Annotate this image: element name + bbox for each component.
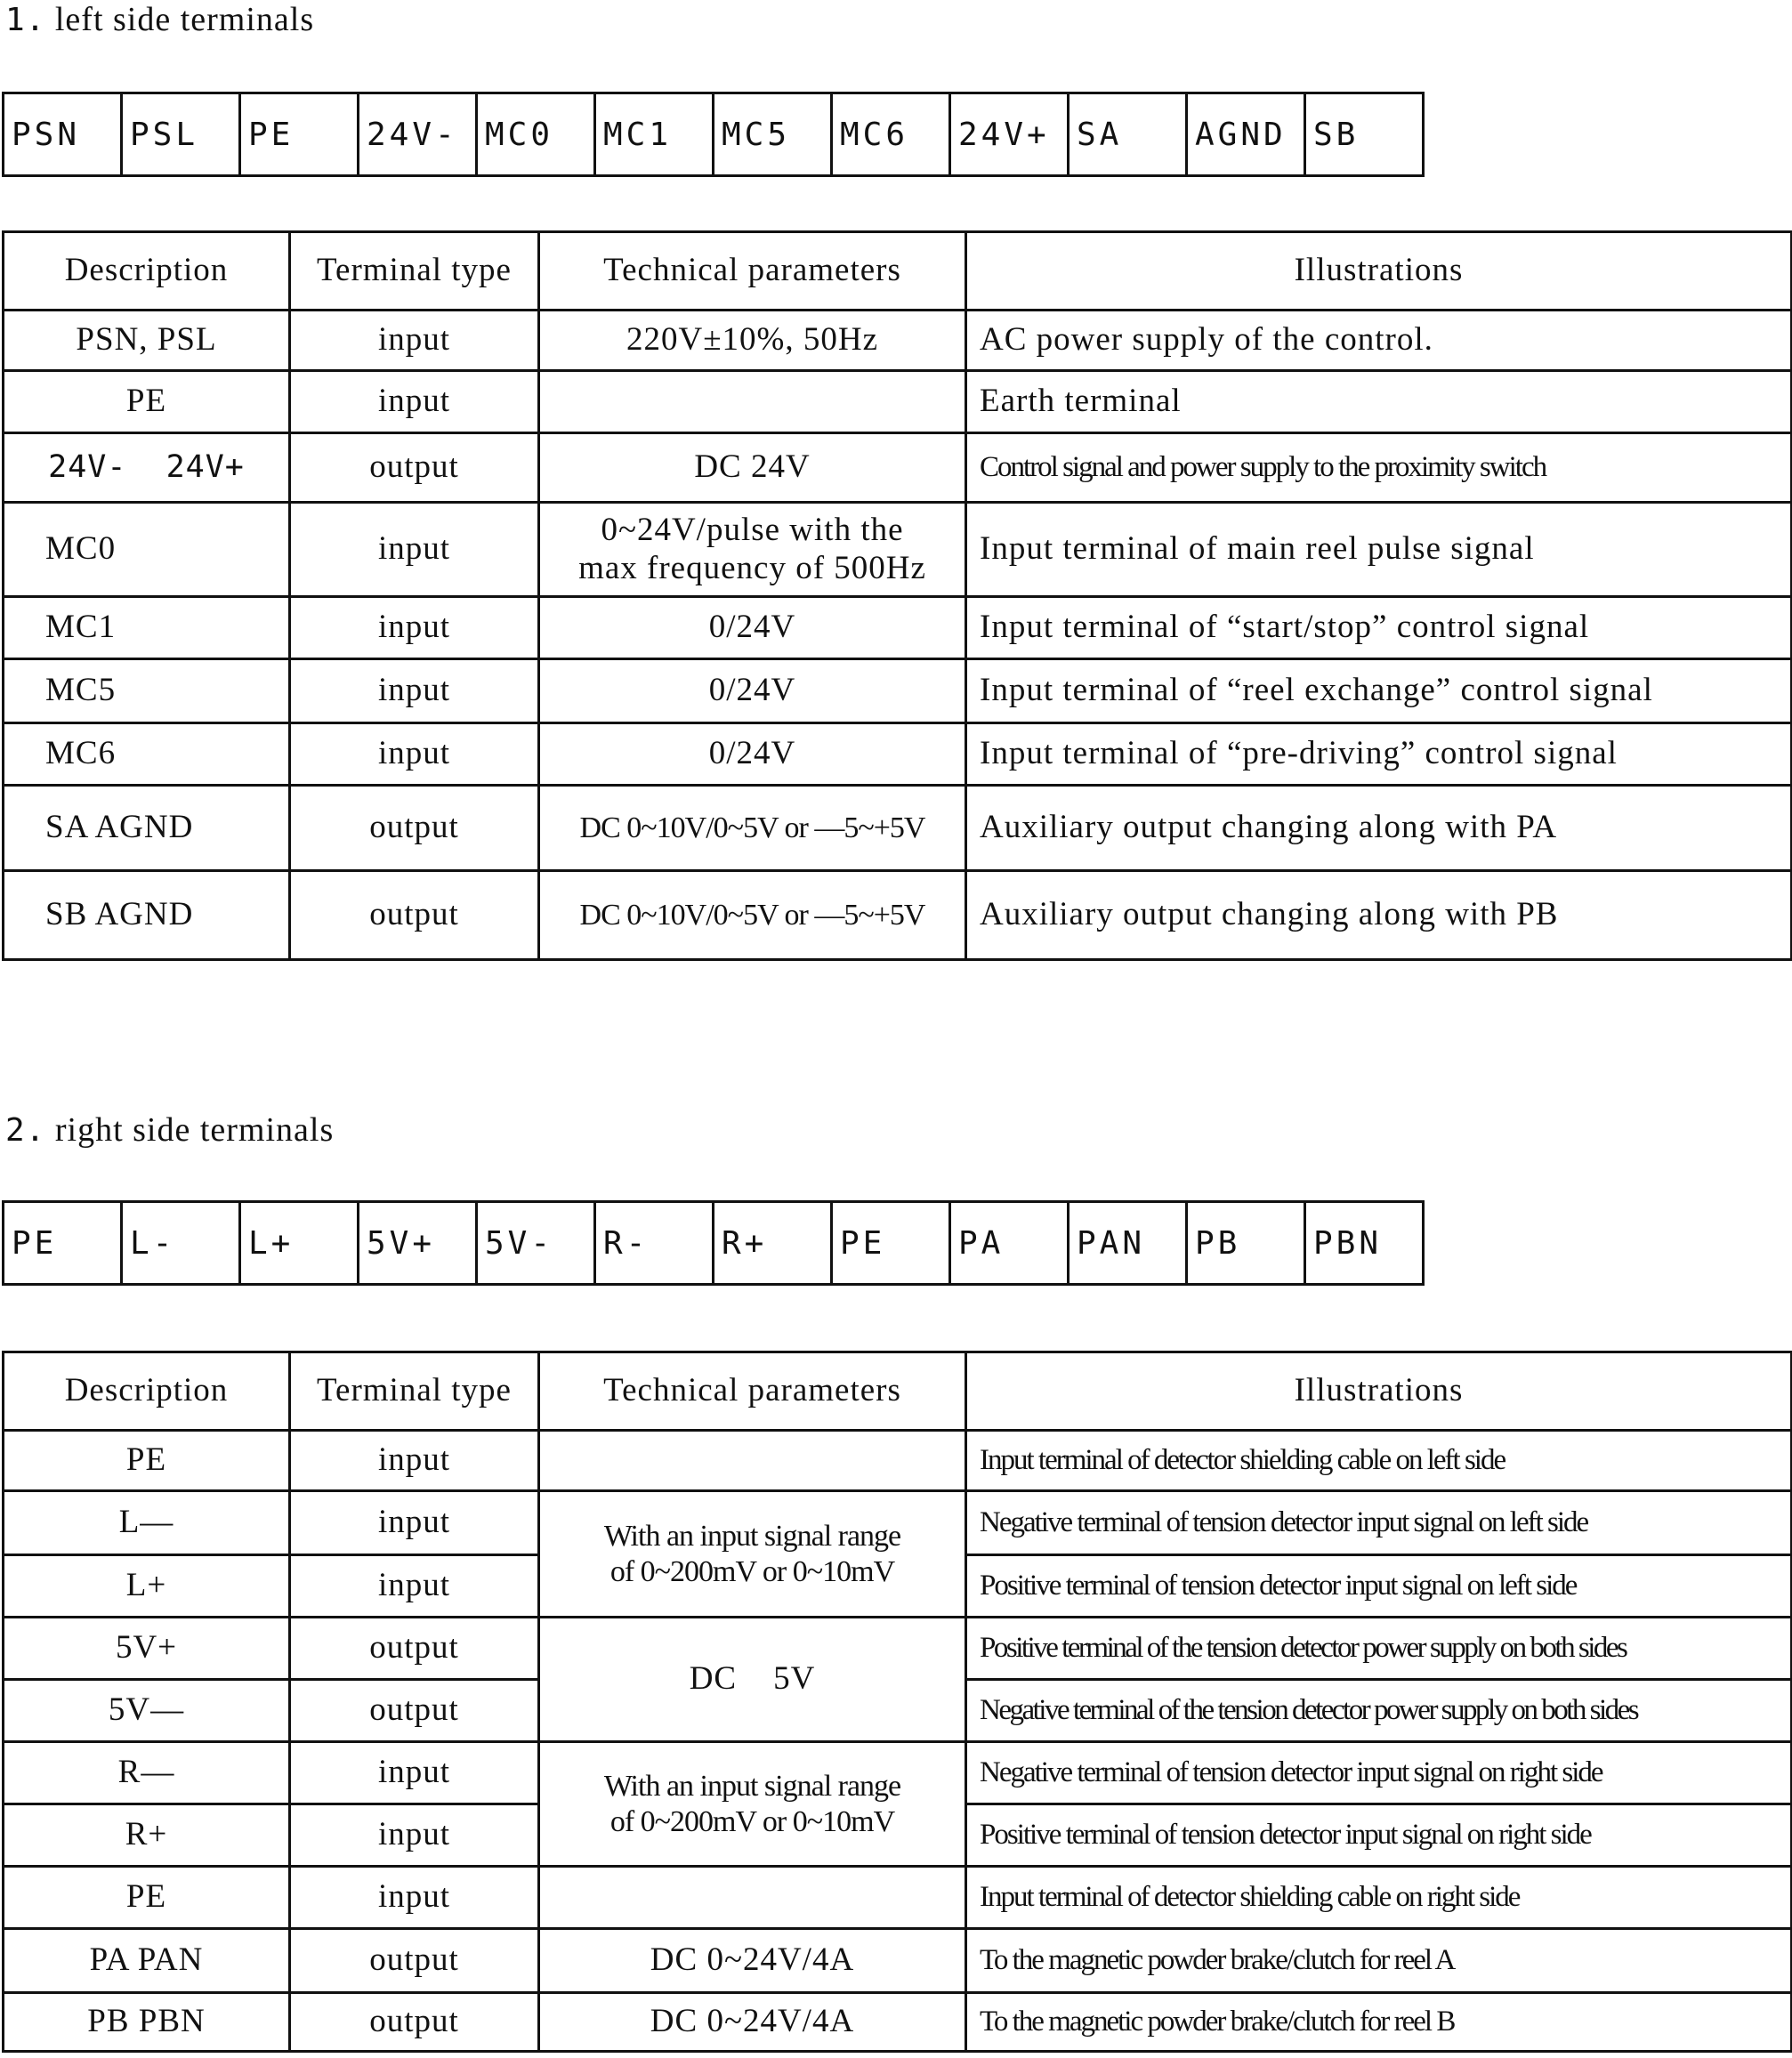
row-param: DC 24V	[539, 433, 966, 503]
header-illustrations: Illustrations	[966, 1352, 1792, 1431]
table-row	[4, 371, 1792, 433]
row-param-line: With an input signal range	[603, 1520, 901, 1554]
row-description: PA PAN	[4, 1929, 290, 1993]
row-illustration: Control signal and power supply to the proximity switch	[966, 433, 1792, 503]
row-param: DC 0~10V/0~5V or —5~+5V	[539, 786, 966, 871]
row-type: output	[290, 871, 539, 960]
terminal-label: PBN	[1305, 1202, 1424, 1285]
table-row	[4, 1993, 1792, 2052]
row-description: L—	[4, 1491, 290, 1555]
terminal-label: 5V+	[359, 1202, 477, 1285]
row-description: L+	[4, 1555, 290, 1618]
table-row	[4, 311, 1792, 371]
table-row	[4, 503, 1792, 597]
row-illustration: Auxiliary output changing along with PA	[966, 786, 1792, 871]
table-row	[4, 597, 1792, 659]
terminal-label: MC0	[477, 93, 595, 176]
row-description: 5V+	[4, 1618, 290, 1680]
row-type: input	[290, 503, 539, 597]
row-type: input	[290, 1804, 539, 1867]
section-2-title: right side terminals	[54, 1111, 335, 1149]
table-row	[4, 786, 1792, 871]
section-2-heading	[5, 1110, 334, 1150]
terminal-label: 5V-	[477, 1202, 595, 1285]
row-param-line: With an input signal range	[603, 1770, 901, 1804]
table-row	[4, 723, 1792, 786]
row-type: input	[290, 597, 539, 659]
terminal-label: PSN	[4, 93, 122, 176]
section-1-number: 1.	[5, 2, 46, 38]
right-terminal-spec-table	[2, 1351, 1792, 2053]
table-row	[4, 871, 1792, 960]
row-description: PE	[4, 371, 290, 433]
table-header-row	[4, 232, 1792, 311]
row-description: R+	[4, 1804, 290, 1867]
terminal-label: MC6	[832, 93, 950, 176]
header-terminal-type: Terminal type	[290, 232, 539, 311]
header-technical-parameters: Technical parameters	[539, 232, 966, 311]
row-param-merged	[539, 1742, 966, 1867]
terminal-label: PA	[950, 1202, 1069, 1285]
row-illustration: Input terminal of detector shielding cable on left side	[966, 1431, 1792, 1491]
row-illustration: Input terminal of main reel pulse signal	[966, 503, 1792, 597]
row-illustration: Positive terminal of tension detector input signal on right side	[966, 1804, 1792, 1867]
row-type: input	[290, 1491, 539, 1555]
row-illustration: Earth terminal	[966, 371, 1792, 433]
row-illustration: To the magnetic powder brake/clutch for reel A	[966, 1929, 1792, 1993]
left-terminal-spec-table	[2, 230, 1792, 961]
row-illustration: Input terminal of “pre-driving” control signal	[966, 723, 1792, 786]
table-row	[4, 1431, 1792, 1491]
terminal-label: PSL	[122, 93, 240, 176]
row-type: output	[290, 1618, 539, 1680]
row-param-line: 0~24V/pulse with the	[601, 511, 904, 548]
row-illustration: Negative terminal of tension detector input signal on left side	[966, 1491, 1792, 1555]
row-param: DC 0~10V/0~5V or —5~+5V	[539, 871, 966, 960]
row-description: MC5	[4, 659, 290, 723]
row-illustration: Positive terminal of tension detector input signal on left side	[966, 1555, 1792, 1618]
terminal-label: SA	[1069, 93, 1187, 176]
table-row	[4, 1742, 1792, 1804]
row-param: 0/24V	[539, 597, 966, 659]
row-description: MC1	[4, 597, 290, 659]
row-illustration: Negative terminal of tension detector input signal on right side	[966, 1742, 1792, 1804]
table-row	[4, 1491, 1792, 1555]
row-description: SA AGND	[4, 786, 290, 871]
row-param: 0/24V	[539, 659, 966, 723]
row-param: DC 0~24V/4A	[539, 1929, 966, 1993]
row-type: output	[290, 1929, 539, 1993]
row-description: SB AGND	[4, 871, 290, 960]
table-header-row	[4, 1352, 1792, 1431]
row-param	[539, 503, 966, 597]
row-param: DC 0~24V/4A	[539, 1993, 966, 2052]
row-type: output	[290, 1993, 539, 2052]
row-param: 220V±10%, 50Hz	[539, 311, 966, 371]
row-illustration: Input terminal of detector shielding cable on right side	[966, 1867, 1792, 1929]
row-param-empty	[539, 1431, 966, 1491]
row-type: output	[290, 786, 539, 871]
terminal-label: MC5	[714, 93, 832, 176]
row-description: PB PBN	[4, 1993, 290, 2052]
table-row	[4, 659, 1792, 723]
row-type: input	[290, 1555, 539, 1618]
section-1-title: left side terminals	[54, 1, 315, 38]
terminal-label: PE	[240, 93, 359, 176]
row-type: input	[290, 723, 539, 786]
row-description: 5V—	[4, 1680, 290, 1742]
header-technical-parameters: Technical parameters	[539, 1352, 966, 1431]
terminal-label: R+	[714, 1202, 832, 1285]
row-description: MC0	[4, 503, 290, 597]
row-param-merged: DC 5V	[539, 1618, 966, 1742]
row-description: PE	[4, 1431, 290, 1491]
row-type: input	[290, 1431, 539, 1491]
table-row	[4, 1867, 1792, 1929]
row-param: 0/24V	[539, 723, 966, 786]
row-param-line: max frequency of 500Hz	[578, 549, 926, 586]
row-description: PSN, PSL	[4, 311, 290, 371]
row-type: output	[290, 1680, 539, 1742]
terminal-label: SB	[1305, 93, 1424, 176]
terminal-label: MC1	[595, 93, 714, 176]
section-1-heading	[5, 0, 314, 39]
row-param-line: of 0~200mV or 0~10mV	[609, 1554, 895, 1588]
row-type: input	[290, 371, 539, 433]
row-description: 24V- 24V+	[4, 433, 290, 503]
terminal-label: 24V-	[359, 93, 477, 176]
terminal-label: L-	[122, 1202, 240, 1285]
row-illustration: Input terminal of “start/stop” control signal	[966, 597, 1792, 659]
right-terminal-strip	[2, 1200, 1425, 1286]
left-terminal-strip	[2, 92, 1425, 177]
header-terminal-type: Terminal type	[290, 1352, 539, 1431]
table-row	[4, 1618, 1792, 1680]
terminal-label: PB	[1187, 1202, 1305, 1285]
row-type: input	[290, 311, 539, 371]
table-row	[4, 433, 1792, 503]
row-param-merged	[539, 1491, 966, 1618]
row-illustration: Negative terminal of the tension detector power supply on both sides	[966, 1680, 1792, 1742]
row-illustration: Input terminal of “reel exchange” control signal	[966, 659, 1792, 723]
row-illustration: Auxiliary output changing along with PB	[966, 871, 1792, 960]
terminal-label: R-	[595, 1202, 714, 1285]
terminal-label: AGND	[1187, 93, 1305, 176]
section-2-number: 2.	[5, 1112, 46, 1149]
terminal-label: PE	[4, 1202, 122, 1285]
row-type: output	[290, 433, 539, 503]
header-illustrations: Illustrations	[966, 232, 1792, 311]
terminal-label: 24V+	[950, 93, 1069, 176]
terminal-label: PE	[832, 1202, 950, 1285]
row-param-line: of 0~200mV or 0~10mV	[609, 1804, 895, 1838]
row-param	[539, 371, 966, 433]
terminal-label: PAN	[1069, 1202, 1187, 1285]
row-param-empty	[539, 1867, 966, 1929]
table-row	[4, 1929, 1792, 1993]
row-description: PE	[4, 1867, 290, 1929]
row-illustration: To the magnetic powder brake/clutch for reel B	[966, 1993, 1792, 2052]
row-type: input	[290, 1867, 539, 1929]
row-type: input	[290, 659, 539, 723]
row-illustration: Positive terminal of the tension detector power supply on both sides	[966, 1618, 1792, 1680]
terminal-label: L+	[240, 1202, 359, 1285]
row-description: MC6	[4, 723, 290, 786]
header-description: Description	[4, 1352, 290, 1431]
row-illustration: AC power supply of the control.	[966, 311, 1792, 371]
row-description: R—	[4, 1742, 290, 1804]
header-description: Description	[4, 232, 290, 311]
row-type: input	[290, 1742, 539, 1804]
